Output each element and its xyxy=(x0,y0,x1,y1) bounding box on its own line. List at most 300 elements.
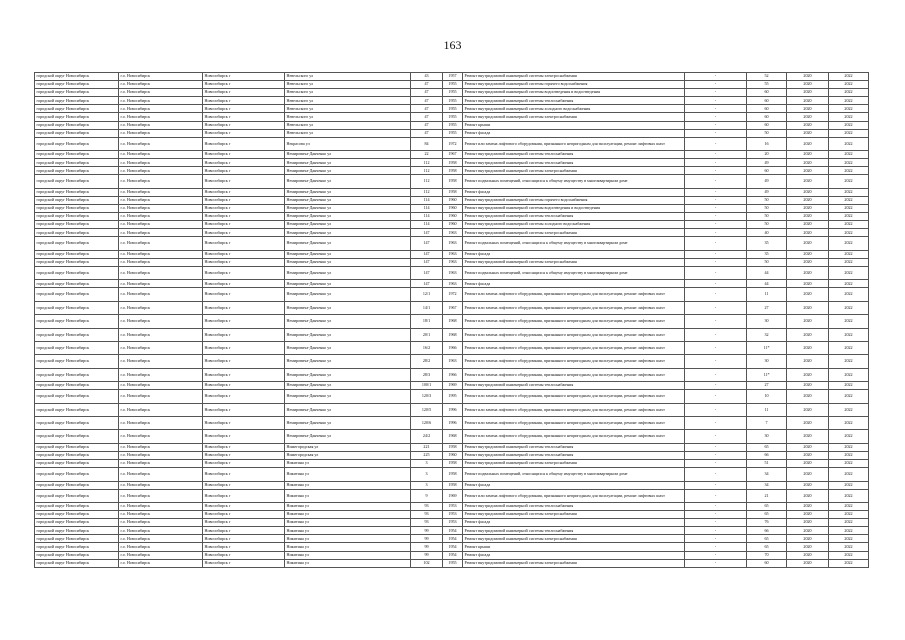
table-row xyxy=(35,89,869,97)
build-year-cell: 1953 xyxy=(443,519,463,527)
house-number-cell: 47 xyxy=(411,97,443,105)
table-row xyxy=(35,368,869,381)
value-cell: 44 xyxy=(747,266,787,279)
end-year-cell: 2022 xyxy=(829,328,869,341)
start-year-cell: 2020 xyxy=(787,519,829,527)
municipality-cell: городской округ Новосибирск xyxy=(35,288,119,301)
table-row xyxy=(35,543,869,551)
build-year-cell: 1954 xyxy=(443,527,463,535)
street-cell: Немировича-Данченко ул xyxy=(285,175,411,188)
street-cell: Немировича-Данченко ул xyxy=(285,205,411,213)
house-number-cell: 28/2 xyxy=(411,355,443,368)
house-number-cell: 114 xyxy=(411,205,443,213)
municipality-cell: городской округ Новосибирск xyxy=(35,81,119,89)
start-year-cell: 2020 xyxy=(787,502,829,510)
value-cell: 50 xyxy=(747,129,787,137)
municipality-cell: городской округ Новосибирск xyxy=(35,301,119,314)
value-cell: 27 xyxy=(747,382,787,390)
start-year-cell: 2020 xyxy=(787,460,829,468)
work-type-cell: Ремонт фасада xyxy=(463,280,685,288)
start-year-cell: 2020 xyxy=(787,175,829,188)
municipality-cell: городской округ Новосибирск xyxy=(35,511,119,519)
house-number-cell: 28/3 xyxy=(411,368,443,381)
municipality-cell: городской округ Новосибирск xyxy=(35,368,119,381)
value-cell: 60 xyxy=(747,121,787,129)
municipality-cell: городской округ Новосибирск xyxy=(35,355,119,368)
work-type-cell: Ремонт или замена лифтового оборудования, признанного непригодным для эксплуатации, ремонт лифтовых шахт xyxy=(463,342,685,355)
value-cell: 76 xyxy=(747,519,787,527)
table-row xyxy=(35,527,869,535)
table-row xyxy=(35,205,869,213)
municipality-cell: городской округ Новосибирск xyxy=(35,159,119,167)
start-year-cell: 2020 xyxy=(787,97,829,105)
street-cell: Немировича-Данченко ул xyxy=(285,430,411,443)
district-cell: г.о. Новосибирск xyxy=(119,328,203,341)
value-cell: 70 xyxy=(747,551,787,559)
city-cell: Новосибирск г xyxy=(203,355,285,368)
district-cell: г.о. Новосибирск xyxy=(119,175,203,188)
house-number-cell: 112 xyxy=(411,159,443,167)
district-cell: г.о. Новосибирск xyxy=(119,258,203,266)
street-cell: Невельского ул xyxy=(285,113,411,121)
district-cell: г.о. Новосибирск xyxy=(119,301,203,314)
municipality-cell: городской округ Новосибирск xyxy=(35,460,119,468)
city-cell: Новосибирск г xyxy=(203,489,285,502)
dash-cell: - xyxy=(685,527,747,535)
house-number-cell: 47 xyxy=(411,105,443,113)
value-cell: 60 xyxy=(747,167,787,175)
build-year-cell: 1958 xyxy=(443,460,463,468)
city-cell: Новосибирск г xyxy=(203,213,285,221)
work-type-cell: Ремонт подвальных помещений, относящихся к общему имуществу в многоквартирном доме xyxy=(463,468,685,481)
district-cell: г.о. Новосибирск xyxy=(119,205,203,213)
street-cell: Никитина ул xyxy=(285,489,411,502)
work-type-cell: Ремонт внутридомовой инженерной системы горячего водоснабжения xyxy=(463,196,685,204)
district-cell: г.о. Новосибирск xyxy=(119,113,203,121)
house-number-cell: 114 xyxy=(411,213,443,221)
start-year-cell: 2020 xyxy=(787,89,829,97)
city-cell: Новосибирск г xyxy=(203,229,285,237)
value-cell: 16 xyxy=(747,137,787,150)
dash-cell: - xyxy=(685,519,747,527)
value-cell: 60 xyxy=(747,113,787,121)
build-year-cell: 1958 xyxy=(443,159,463,167)
work-type-cell: Ремонт или замена лифтового оборудования, признанного непригодным для эксплуатации, ремонт лифтовых шахт xyxy=(463,430,685,443)
district-cell: г.о. Новосибирск xyxy=(119,489,203,502)
street-cell: Немировича-Данченко ул xyxy=(285,403,411,416)
municipality-cell: городской округ Новосибирск xyxy=(35,342,119,355)
work-type-cell: Ремонт крыши xyxy=(463,121,685,129)
table-row xyxy=(35,511,869,519)
house-number-cell: 114 xyxy=(411,196,443,204)
district-cell: г.о. Новосибирск xyxy=(119,368,203,381)
municipality-cell: городской округ Новосибирск xyxy=(35,175,119,188)
table-row xyxy=(35,250,869,258)
dash-cell: - xyxy=(685,229,747,237)
build-year-cell: 1955 xyxy=(443,89,463,97)
build-year-cell: 1996 xyxy=(443,403,463,416)
end-year-cell: 2022 xyxy=(829,175,869,188)
district-cell: г.о. Новосибирск xyxy=(119,89,203,97)
district-cell: г.о. Новосибирск xyxy=(119,250,203,258)
city-cell: Новосибирск г xyxy=(203,151,285,159)
house-number-cell: 43 xyxy=(411,73,443,81)
build-year-cell: 1958 xyxy=(443,468,463,481)
dash-cell: - xyxy=(685,159,747,167)
work-type-cell: Ремонт внутридомовой инженерной системы электроснабжения xyxy=(463,229,685,237)
value-cell: 60 xyxy=(747,105,787,113)
table-row xyxy=(35,137,869,150)
value-cell: 40 xyxy=(747,229,787,237)
start-year-cell: 2020 xyxy=(787,105,829,113)
work-type-cell: Ремонт внутридомовой инженерной системы электроснабжения xyxy=(463,511,685,519)
house-number-cell: 99 xyxy=(411,551,443,559)
city-cell: Новосибирск г xyxy=(203,205,285,213)
street-cell: Немировича-Данченко ул xyxy=(285,355,411,368)
dash-cell: - xyxy=(685,288,747,301)
start-year-cell: 2020 xyxy=(787,368,829,381)
municipality-cell: городской округ Новосибирск xyxy=(35,213,119,221)
street-cell: Немировича-Данченко ул xyxy=(285,151,411,159)
value-cell: 66 xyxy=(747,527,787,535)
district-cell: г.о. Новосибирск xyxy=(119,535,203,543)
end-year-cell: 2022 xyxy=(829,73,869,81)
build-year-cell: 1954 xyxy=(443,551,463,559)
table-row xyxy=(35,237,869,250)
work-type-cell: Ремонт или замена лифтового оборудования, признанного непригодным для эксплуатации, ремонт лифтовых шахт xyxy=(463,301,685,314)
municipality-cell: городской округ Новосибирск xyxy=(35,73,119,81)
start-year-cell: 2020 xyxy=(787,73,829,81)
house-number-cell: 3 xyxy=(411,481,443,489)
table-row xyxy=(35,280,869,288)
work-type-cell: Ремонт внутридомовой инженерной системы электроснабжения xyxy=(463,258,685,266)
build-year-cell: 1963 xyxy=(443,280,463,288)
start-year-cell: 2020 xyxy=(787,451,829,459)
value-cell: 49 xyxy=(747,175,787,188)
city-cell: Новосибирск г xyxy=(203,481,285,489)
dash-cell: - xyxy=(685,328,747,341)
value-cell: 30 xyxy=(747,430,787,443)
build-year-cell: 1968 xyxy=(443,315,463,328)
municipality-cell: городской округ Новосибирск xyxy=(35,489,119,502)
table-row xyxy=(35,342,869,355)
district-cell: г.о. Новосибирск xyxy=(119,73,203,81)
street-cell: Невельского ул xyxy=(285,121,411,129)
build-year-cell: 1972 xyxy=(443,137,463,150)
municipality-cell: городской округ Новосибирск xyxy=(35,481,119,489)
district-cell: г.о. Новосибирск xyxy=(119,559,203,567)
municipality-cell: городской округ Новосибирск xyxy=(35,258,119,266)
end-year-cell: 2022 xyxy=(829,237,869,250)
house-number-cell: 3 xyxy=(411,468,443,481)
start-year-cell: 2020 xyxy=(787,213,829,221)
end-year-cell: 2022 xyxy=(829,417,869,430)
district-cell: г.о. Новосибирск xyxy=(119,229,203,237)
table-row xyxy=(35,417,869,430)
value-cell: 65 xyxy=(747,543,787,551)
municipality-cell: городской округ Новосибирск xyxy=(35,229,119,237)
district-cell: г.о. Новосибирск xyxy=(119,280,203,288)
table-row xyxy=(35,129,869,137)
city-cell: Новосибирск г xyxy=(203,382,285,390)
build-year-cell: 1967 xyxy=(443,301,463,314)
work-type-cell: Ремонт внутридомовой инженерной системы теплоснабжения xyxy=(463,382,685,390)
table-row xyxy=(35,535,869,543)
district-cell: г.о. Новосибирск xyxy=(119,221,203,229)
work-type-cell: Ремонт или замена лифтового оборудования, признанного непригодным для эксплуатации, ремонт лифтовых шахт xyxy=(463,355,685,368)
street-cell: Никитина ул xyxy=(285,527,411,535)
city-cell: Новосибирск г xyxy=(203,280,285,288)
build-year-cell: 1958 xyxy=(443,167,463,175)
value-cell: 21 xyxy=(747,489,787,502)
build-year-cell: 1967 xyxy=(443,151,463,159)
dash-cell: - xyxy=(685,511,747,519)
value-cell: 44 xyxy=(747,280,787,288)
city-cell: Новосибирск г xyxy=(203,129,285,137)
table-row xyxy=(35,355,869,368)
table-row xyxy=(35,213,869,221)
municipality-cell: городской округ Новосибирск xyxy=(35,559,119,567)
house-number-cell: 93 xyxy=(411,502,443,510)
municipality-cell: городской округ Новосибирск xyxy=(35,129,119,137)
value-cell: 65 xyxy=(747,502,787,510)
work-type-cell: Ремонт фасада xyxy=(463,250,685,258)
dash-cell: - xyxy=(685,543,747,551)
table-row xyxy=(35,73,869,81)
work-type-cell: Ремонт внутридомовой инженерной системы электроснабжения xyxy=(463,460,685,468)
start-year-cell: 2020 xyxy=(787,258,829,266)
build-year-cell: 1960 xyxy=(443,205,463,213)
city-cell: Новосибирск г xyxy=(203,81,285,89)
dash-cell: - xyxy=(685,451,747,459)
start-year-cell: 2020 xyxy=(787,328,829,341)
dash-cell: - xyxy=(685,559,747,567)
dash-cell: - xyxy=(685,342,747,355)
end-year-cell: 2022 xyxy=(829,502,869,510)
work-type-cell: Ремонт фасада xyxy=(463,129,685,137)
district-cell: г.о. Новосибирск xyxy=(119,237,203,250)
table-row xyxy=(35,159,869,167)
district-cell: г.о. Новосибирск xyxy=(119,105,203,113)
street-cell: Никитина ул xyxy=(285,543,411,551)
work-type-cell: Ремонт внутридомовой инженерной системы теплоснабжения xyxy=(463,151,685,159)
dash-cell: - xyxy=(685,460,747,468)
table-row xyxy=(35,315,869,328)
street-cell: Немировича-Данченко ул xyxy=(285,301,411,314)
start-year-cell: 2020 xyxy=(787,137,829,150)
house-number-cell: 221 xyxy=(411,443,443,451)
build-year-cell: 1963 xyxy=(443,266,463,279)
build-year-cell: 1958 xyxy=(443,175,463,188)
house-number-cell: 120/5 xyxy=(411,403,443,416)
city-cell: Новосибирск г xyxy=(203,97,285,105)
table-row xyxy=(35,81,869,89)
value-cell: 50 xyxy=(747,258,787,266)
build-year-cell: 1968 xyxy=(443,430,463,443)
table-row xyxy=(35,559,869,567)
start-year-cell: 2020 xyxy=(787,382,829,390)
build-year-cell: 1963 xyxy=(443,229,463,237)
value-cell: 55 xyxy=(747,81,787,89)
start-year-cell: 2020 xyxy=(787,355,829,368)
municipality-cell: городской округ Новосибирск xyxy=(35,280,119,288)
street-cell: Немировича-Данченко ул xyxy=(285,417,411,430)
table-row xyxy=(35,390,869,403)
value-cell: 34 xyxy=(747,468,787,481)
city-cell: Новосибирск г xyxy=(203,443,285,451)
dash-cell: - xyxy=(685,382,747,390)
dash-cell: - xyxy=(685,188,747,196)
dash-cell: - xyxy=(685,81,747,89)
table-row xyxy=(35,519,869,527)
house-number-cell: 93 xyxy=(411,519,443,527)
district-cell: г.о. Новосибирск xyxy=(119,315,203,328)
start-year-cell: 2020 xyxy=(787,403,829,416)
district-cell: г.о. Новосибирск xyxy=(119,213,203,221)
dash-cell: - xyxy=(685,73,747,81)
municipality-cell: городской округ Новосибирск xyxy=(35,221,119,229)
municipality-cell: городской округ Новосибирск xyxy=(35,167,119,175)
city-cell: Новосибирск г xyxy=(203,527,285,535)
work-type-cell: Ремонт или замена лифтового оборудования, признанного непригодным для эксплуатации, ремонт лифтовых шахт xyxy=(463,288,685,301)
street-cell: Немировича-Данченко ул xyxy=(285,328,411,341)
work-type-cell: Ремонт внутридомовой инженерной системы холодного водоснабжения xyxy=(463,105,685,113)
start-year-cell: 2020 xyxy=(787,301,829,314)
start-year-cell: 2020 xyxy=(787,121,829,129)
start-year-cell: 2020 xyxy=(787,481,829,489)
value-cell: 50 xyxy=(747,213,787,221)
start-year-cell: 2020 xyxy=(787,81,829,89)
dash-cell: - xyxy=(685,205,747,213)
work-type-cell: Ремонт внутридомовой инженерной системы теплоснабжения xyxy=(463,159,685,167)
city-cell: Новосибирск г xyxy=(203,159,285,167)
city-cell: Новосибирск г xyxy=(203,535,285,543)
dash-cell: - xyxy=(685,167,747,175)
street-cell: Немировича-Данченко ул xyxy=(285,368,411,381)
value-cell: 35 xyxy=(747,250,787,258)
municipality-cell: городской округ Новосибирск xyxy=(35,390,119,403)
table-row xyxy=(35,121,869,129)
start-year-cell: 2020 xyxy=(787,390,829,403)
municipality-cell: городской округ Новосибирск xyxy=(35,382,119,390)
city-cell: Новосибирск г xyxy=(203,460,285,468)
city-cell: Новосибирск г xyxy=(203,559,285,567)
value-cell: 7 xyxy=(747,417,787,430)
city-cell: Новосибирск г xyxy=(203,390,285,403)
end-year-cell: 2022 xyxy=(829,121,869,129)
house-number-cell: 93 xyxy=(411,511,443,519)
value-cell: 66 xyxy=(747,451,787,459)
house-number-cell: 100/1 xyxy=(411,382,443,390)
table-row xyxy=(35,481,869,489)
table-row xyxy=(35,430,869,443)
build-year-cell: 1960 xyxy=(443,451,463,459)
table-row xyxy=(35,266,869,279)
city-cell: Новосибирск г xyxy=(203,403,285,416)
street-cell: Немировича-Данченко ул xyxy=(285,159,411,167)
end-year-cell: 2022 xyxy=(829,527,869,535)
city-cell: Новосибирск г xyxy=(203,430,285,443)
work-type-cell: Ремонт фасада xyxy=(463,519,685,527)
house-number-cell: 112 xyxy=(411,175,443,188)
value-cell: 60 xyxy=(747,559,787,567)
build-year-cell: 1955 xyxy=(443,105,463,113)
work-type-cell: Ремонт подвальных помещений, относящихся к общему имуществу в многоквартирном доме xyxy=(463,237,685,250)
dash-cell: - xyxy=(685,213,747,221)
value-cell: 11* xyxy=(747,342,787,355)
dash-cell: - xyxy=(685,137,747,150)
district-cell: г.о. Новосибирск xyxy=(119,451,203,459)
house-number-cell: 47 xyxy=(411,113,443,121)
end-year-cell: 2022 xyxy=(829,481,869,489)
municipality-cell: городской округ Новосибирск xyxy=(35,430,119,443)
value-cell: 60 xyxy=(747,97,787,105)
end-year-cell: 2022 xyxy=(829,468,869,481)
city-cell: Новосибирск г xyxy=(203,551,285,559)
house-number-cell: 24/2 xyxy=(411,430,443,443)
district-cell: г.о. Новосибирск xyxy=(119,159,203,167)
end-year-cell: 2022 xyxy=(829,97,869,105)
start-year-cell: 2020 xyxy=(787,196,829,204)
district-cell: г.о. Новосибирск xyxy=(119,167,203,175)
municipality-cell: городской округ Новосибирск xyxy=(35,527,119,535)
house-number-cell: 112 xyxy=(411,188,443,196)
end-year-cell: 2022 xyxy=(829,390,869,403)
table-row xyxy=(35,175,869,188)
dash-cell: - xyxy=(685,468,747,481)
table-row xyxy=(35,301,869,314)
start-year-cell: 2020 xyxy=(787,551,829,559)
work-type-cell: Ремонт внутридомовой инженерной системы теплоснабжения xyxy=(463,443,685,451)
value-cell: 50 xyxy=(747,221,787,229)
table-row xyxy=(35,551,869,559)
end-year-cell: 2022 xyxy=(829,89,869,97)
end-year-cell: 2022 xyxy=(829,81,869,89)
table-row xyxy=(35,328,869,341)
end-year-cell: 2022 xyxy=(829,519,869,527)
value-cell: 30 xyxy=(747,315,787,328)
end-year-cell: 2022 xyxy=(829,535,869,543)
dash-cell: - xyxy=(685,430,747,443)
municipality-cell: городской округ Новосибирск xyxy=(35,113,119,121)
value-cell: 11 xyxy=(747,288,787,301)
street-cell: Нижегородская ул xyxy=(285,451,411,459)
district-cell: г.о. Новосибирск xyxy=(119,519,203,527)
end-year-cell: 2022 xyxy=(829,551,869,559)
end-year-cell: 2022 xyxy=(829,460,869,468)
work-type-cell: Ремонт внутридомовой инженерной системы теплоснабжения xyxy=(463,213,685,221)
dash-cell: - xyxy=(685,105,747,113)
end-year-cell: 2022 xyxy=(829,543,869,551)
table-row xyxy=(35,113,869,121)
end-year-cell: 2022 xyxy=(829,301,869,314)
start-year-cell: 2020 xyxy=(787,443,829,451)
house-number-cell: 9 xyxy=(411,489,443,502)
end-year-cell: 2022 xyxy=(829,403,869,416)
end-year-cell: 2022 xyxy=(829,315,869,328)
dash-cell: - xyxy=(685,403,747,416)
dash-cell: - xyxy=(685,301,747,314)
street-cell: Немировича-Данченко ул xyxy=(285,390,411,403)
municipality-cell: городской округ Новосибирск xyxy=(35,188,119,196)
municipality-cell: городской округ Новосибирск xyxy=(35,97,119,105)
street-cell: Нижегородская ул xyxy=(285,443,411,451)
start-year-cell: 2020 xyxy=(787,535,829,543)
start-year-cell: 2020 xyxy=(787,159,829,167)
build-year-cell: 1963 xyxy=(443,250,463,258)
dash-cell: - xyxy=(685,221,747,229)
end-year-cell: 2022 xyxy=(829,137,869,150)
